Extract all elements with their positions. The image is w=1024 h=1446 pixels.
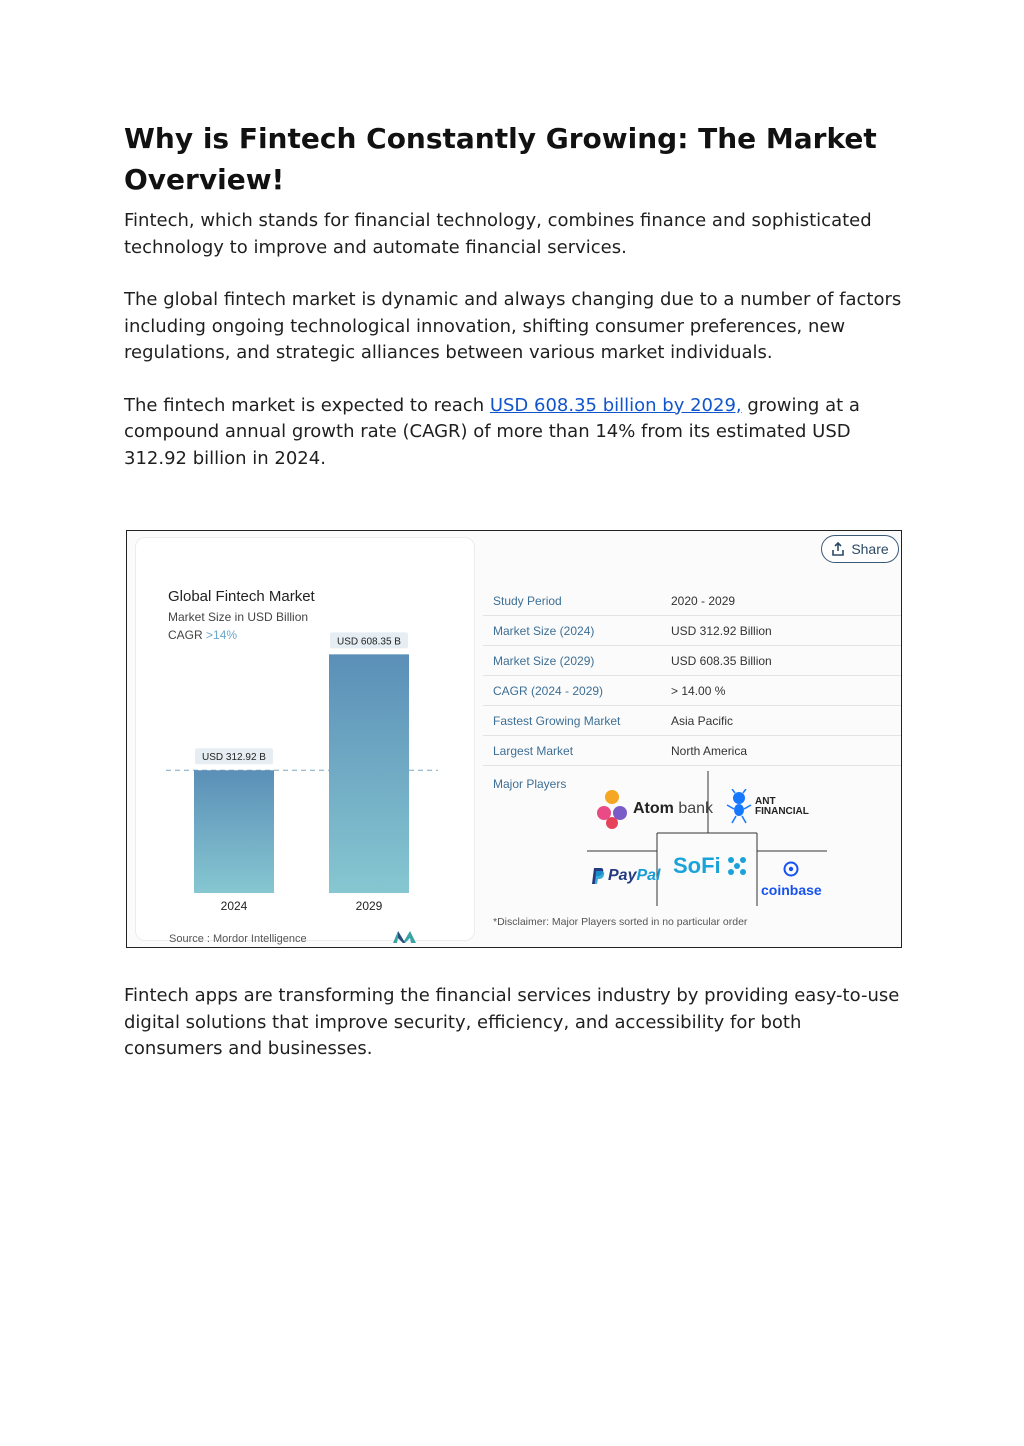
chart-panel	[135, 537, 475, 945]
row-key: Study Period	[493, 593, 562, 608]
row-key: Market Size (2024)	[493, 623, 595, 638]
chart-source: Source : Mordor Intelligence	[169, 933, 307, 945]
atom-light: bank	[673, 800, 714, 817]
row-key: Market Size (2029)	[493, 653, 595, 668]
bar-2029	[329, 654, 409, 893]
row-value: USD 312.92 Billion	[671, 623, 772, 638]
tick-label: 2029	[355, 899, 383, 913]
table-row	[483, 736, 901, 766]
table-row	[483, 676, 901, 706]
tick-label: 2024	[220, 899, 248, 913]
atom-bank-text	[633, 800, 713, 818]
table-row	[483, 706, 901, 736]
share-label: Share	[851, 541, 889, 557]
ant-line2: FINANCIAL	[755, 806, 809, 817]
atom-bank-icon	[595, 787, 629, 831]
forecast-text-before: The fintech market is expected to reach	[124, 394, 490, 416]
bar-2024	[194, 770, 274, 893]
share-icon	[831, 542, 845, 556]
chart-subtitle: Market Size in USD Billion	[168, 610, 309, 624]
page-title: Why is Fintech Constantly Growing: The Market Overview!	[124, 122, 877, 196]
row-value: > 14.00 %	[671, 683, 726, 698]
table-row	[483, 646, 901, 676]
market-paragraph: The global fintech market is dynamic and always changing due to a number of factors including ongoing technological innovation, shifting consumer preferences, new regulations, and strategic alliances between various market individuals.	[124, 289, 902, 363]
row-key: CAGR (2024 - 2029)	[493, 683, 604, 698]
atom-bank-logo	[595, 787, 713, 831]
bar-chart	[136, 538, 476, 942]
market-summary-table	[483, 586, 901, 766]
closing-paragraph: Fintech apps are transforming the financial services industry by providing easy-to-use digital solutions that improve security, efficiency, and accessibility for both consumers and businesses.	[124, 985, 900, 1059]
coinbase-text: coinbase	[761, 882, 822, 898]
row-key: Largest Market	[493, 743, 574, 758]
market-overview-figure	[126, 530, 902, 948]
mordor-logo-icon	[392, 930, 418, 944]
row-value: Asia Pacific	[671, 713, 734, 728]
atom-bold: Atom	[633, 800, 674, 817]
sofi-text: SoFi	[673, 853, 721, 878]
intro-paragraph: Fintech, which stands for financial technology, combines finance and sophisticated technology to improve and automate financial services.	[124, 210, 872, 258]
ant-icon	[725, 789, 753, 825]
chart-cagr-prefix: CAGR	[168, 628, 207, 642]
paypal-pay: Pay	[608, 867, 637, 884]
data-label: USD 608.35 B	[337, 636, 401, 648]
chart-cagr-value: >14%	[206, 628, 238, 642]
article	[124, 118, 904, 472]
ant-financial-text	[755, 797, 809, 817]
row-value: USD 608.35 Billion	[671, 653, 772, 668]
forecast-paragraph	[124, 393, 904, 473]
sofi-icon	[727, 856, 747, 876]
paypal-logo	[591, 867, 660, 885]
closing-paragraph-wrap	[124, 983, 904, 1063]
major-players-label: Major Players	[493, 777, 567, 791]
paypal-icon	[591, 867, 605, 885]
table-row	[483, 586, 901, 616]
table-row	[483, 616, 901, 646]
forecast-text-after: growing at a compound annual growth rate (CAGR) of more than 14% from its estimated USD 312.92 billion in 2024.	[124, 394, 860, 469]
ant-financial-logo	[725, 789, 809, 825]
data-label: USD 312.92 B	[202, 752, 266, 764]
sofi-logo	[673, 853, 747, 879]
coinbase-icon	[783, 861, 799, 877]
row-key: Fastest Growing Market	[493, 713, 621, 728]
paypal-pal: Pal	[636, 867, 661, 884]
ant-line1: ANT	[755, 796, 776, 807]
row-value: North America	[671, 743, 748, 758]
disclaimer: *Disclaimer: Major Players sorted in no particular order	[493, 916, 748, 928]
share-button[interactable]	[821, 535, 899, 563]
market-size-link[interactable]: USD 608.35 billion by 2029,	[489, 394, 742, 416]
chart-title: Global Fintech Market	[168, 588, 315, 605]
coinbase-logo	[761, 861, 822, 898]
row-value: 2020 - 2029	[671, 593, 736, 608]
paypal-text	[608, 867, 660, 885]
